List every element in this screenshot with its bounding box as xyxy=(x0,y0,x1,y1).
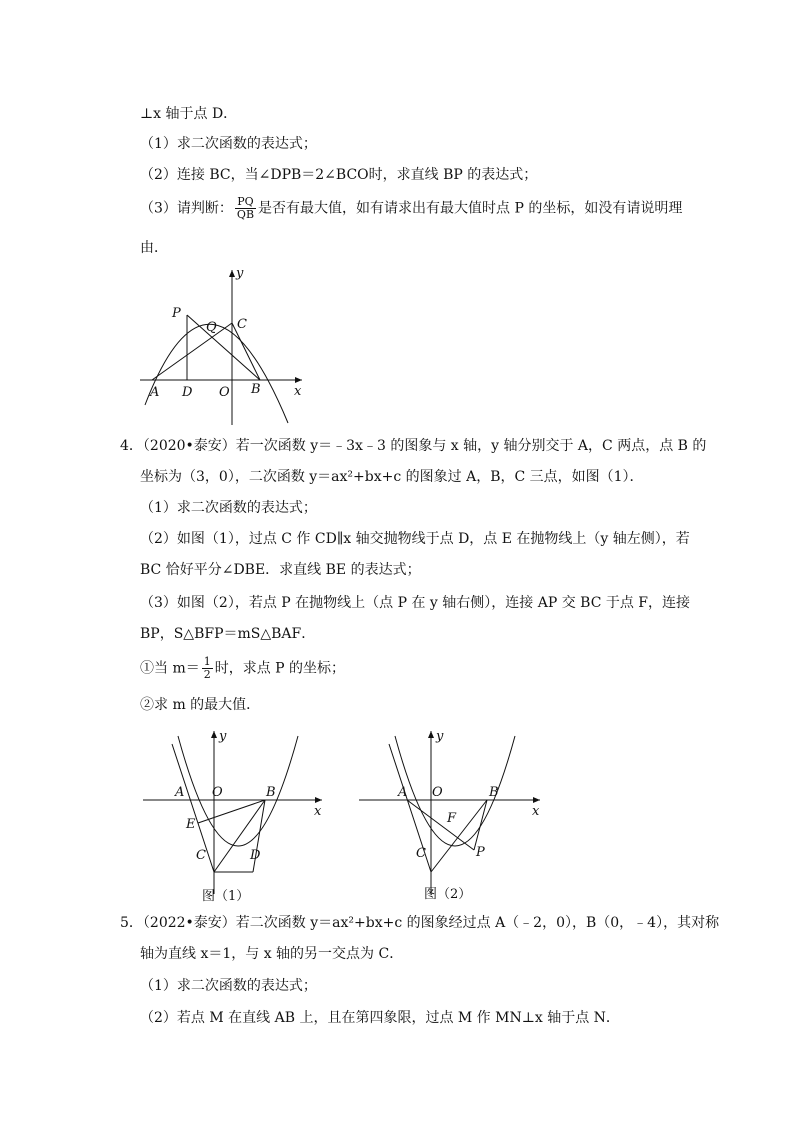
p3-q3-prefix: （3）请判断： xyxy=(140,200,233,217)
p3-q3-suffix: 是否有最大值，如有请求出有最大值时点 P 的坐标，如没有请说明理 xyxy=(258,200,683,217)
fig1-y-arrow-icon xyxy=(211,731,217,738)
p3-question-3-cont: 由． xyxy=(140,240,168,256)
p4-stem-line-1: 4．（2020•泰安）若一次函数 y＝﹣3x﹣3 的图象与 x 轴，y 轴分别交于 A，C 两点，点 B 的 xyxy=(120,438,707,454)
fig1-label-x: x xyxy=(314,804,322,819)
fig2-label-o: O xyxy=(432,785,443,800)
p4-sub1-prefix: ①当 m＝ xyxy=(140,660,200,677)
fig2-y-arrow-icon xyxy=(428,731,434,738)
p4-question-3b: BP，S△BFP＝mS△BAF． xyxy=(140,626,316,642)
p3-label-y: y xyxy=(236,266,244,281)
p3-line-top: ⊥x 轴于点 D． xyxy=(140,106,238,122)
p4-sub-question-2: ②求 m 的最大值． xyxy=(140,697,261,713)
p3-label-q: Q xyxy=(206,320,217,335)
p3-ratio-numerator: PQ xyxy=(235,196,256,209)
p3-question-1: （1）求二次函数的表达式； xyxy=(140,136,317,152)
p3-question-3 xyxy=(140,196,682,221)
fig2-line-pb xyxy=(474,800,487,850)
fig1-label-e: E xyxy=(186,817,196,832)
p3-ratio-denominator: QB xyxy=(236,208,255,221)
fig1-x-arrow-icon xyxy=(315,797,322,803)
fig1-line-eb xyxy=(198,800,265,823)
fig1-label-a: A xyxy=(175,785,185,800)
fig1-label-d: D xyxy=(250,848,261,863)
fig1-label-o: O xyxy=(212,785,223,800)
p4-question-2b: BC 恰好平分∠DBE．求直线 BE 的表达式； xyxy=(140,562,421,578)
p4-figure-2 xyxy=(354,726,554,906)
p4-sub1-suffix: 时，求点 P 的坐标； xyxy=(214,660,346,677)
fig1-caption: 图（1） xyxy=(202,889,250,904)
fig2-x-arrow-icon xyxy=(533,797,540,803)
p5-stem-line-1: 5．（2022•泰安）若二次函数 y＝ax²+bx+c 的图象经过点 A（﹣2，0），B（0，﹣4），其对称 xyxy=(120,915,720,931)
p4-sub-question-1 xyxy=(140,656,345,681)
p3-question-2: （2）连接 BC，当∠DPB＝2∠BCO时，求直线 BP 的表达式； xyxy=(140,167,538,183)
p4-question-3a: （3）如图（2），若点 P 在抛物线上（点 P 在 y 轴右侧），连接 AP 交 BC 于点 F，连接 xyxy=(140,595,691,611)
fig2-label-a: A xyxy=(398,785,408,800)
p3-x-arrow-icon xyxy=(295,377,302,383)
fig2-caption: 图（2） xyxy=(424,887,472,902)
fig2-label-b: B xyxy=(489,785,499,800)
p5-stem-line-2: 轴为直线 x＝1，与 x 轴的另一交点为 C． xyxy=(140,946,404,962)
p3-label-a: A xyxy=(150,385,160,400)
p3-label-d: D xyxy=(182,385,193,400)
fig2-label-x: x xyxy=(532,804,540,819)
fig1-line-ac xyxy=(172,744,214,872)
fig2-label-y: y xyxy=(436,729,444,744)
p3-label-b: B xyxy=(251,382,261,397)
p3-line-ac xyxy=(152,323,232,380)
p3-parabola xyxy=(145,324,288,423)
fig2-label-c: C xyxy=(416,846,426,861)
p4-half-numerator: 1 xyxy=(203,655,211,668)
p4-half-denominator: 2 xyxy=(203,668,211,681)
p3-figure xyxy=(130,265,320,430)
fig1-label-c: C xyxy=(196,848,206,863)
p4-stem-line-2: 坐标为（3，0），二次函数 y＝ax²+bx+c 的图象过 A，B，C 三点，如图（1）． xyxy=(140,469,644,485)
p3-label-o: O xyxy=(219,385,230,400)
p4-figure-1 xyxy=(138,726,338,906)
p3-label-c: C xyxy=(237,317,247,332)
p3-ratio-fraction xyxy=(235,196,256,221)
fig1-label-y: y xyxy=(219,729,227,744)
p3-label-p: P xyxy=(172,306,181,321)
fig2-line-ap xyxy=(407,800,474,850)
fig2-label-p: P xyxy=(476,845,485,860)
p3-label-x: x xyxy=(294,384,302,399)
fig2-line-cb xyxy=(431,800,487,872)
fig1-label-b: B xyxy=(266,785,276,800)
p4-half-fraction xyxy=(202,656,213,681)
p4-question-1: （1）求二次函数的表达式； xyxy=(140,500,317,516)
p5-question-1: （1）求二次函数的表达式； xyxy=(140,978,317,994)
p5-question-2: （2）若点 M 在直线 AB 上，且在第四象限，过点 M 作 MN⊥x 轴于点 N． xyxy=(140,1010,620,1026)
fig1-parabola xyxy=(178,736,298,846)
fig2-label-f: F xyxy=(447,811,457,826)
p4-question-2a: （2）如图（1），过点 C 作 CD∥x 轴交抛物线于点 D，点 E 在抛物线上（y 轴左侧），若 xyxy=(140,531,690,547)
p3-y-arrow-icon xyxy=(229,270,235,277)
